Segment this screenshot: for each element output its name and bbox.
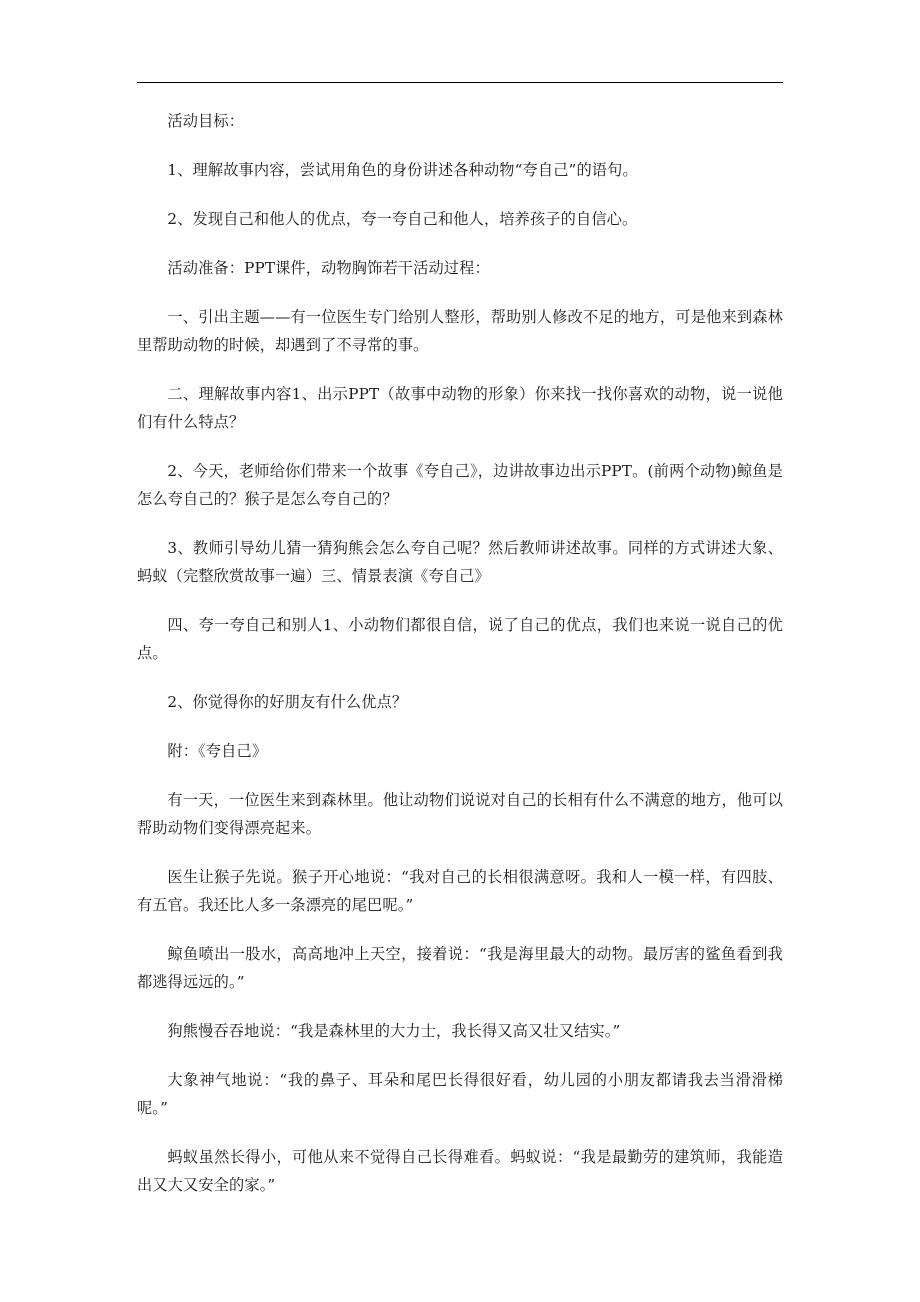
paragraph-step-4: 四、夸一夸自己和别人1、小动物们都很自信，说了自己的优点，我们也来说一说自己的优点。 xyxy=(137,616,783,662)
paragraph-story-elephant: 大象神气地说：“我的鼻子、耳朵和尾巴长得很好看，幼儿园的小朋友都请我去当滑滑梯呢。” xyxy=(137,1071,783,1117)
paragraph-goal-1: 1、理解故事内容，尝试用角色的身份讲述各种动物“夸自己”的语句。 xyxy=(167,161,638,179)
paragraph-step-2-3: 3、教师引导幼儿猜一猜狗熊会怎么夸自己呢？然后教师讲述故事。同样的方式讲述大象、蚂蚁（完整欣赏故事一遍）三、情景表演《夸自己》 xyxy=(137,539,783,585)
paragraph-step-2: 二、理解故事内容1、出示PPT（故事中动物的形象）你来找一找你喜欢的动物，说一说他们有什么特点？ xyxy=(137,385,783,431)
paragraph-preparation: 活动准备：PPT课件，动物胸饰若干活动过程： xyxy=(167,259,490,277)
paragraph-story-intro: 有一天，一位医生来到森林里。他让动物们说说对自己的长相有什么不满意的地方，他可以帮助动物们变得漂亮起来。 xyxy=(137,791,783,837)
paragraph-appendix-title: 附：《夸自己》 xyxy=(167,742,268,760)
paragraph-activity-goals: 活动目标： xyxy=(167,112,245,130)
paragraph-step-1: 一、引出主题——有一位医生专门给别人整形，帮助别人修改不足的地方，可是他来到森林里帮助动物的时候，却遇到了不寻常的事。 xyxy=(137,308,783,354)
document-body xyxy=(137,107,783,1199)
paragraph-story-monkey: 医生让猴子先说。猴子开心地说：“我对自己的长相很满意呀。我和人一模一样，有四肢、有五官。我还比人多一条漂亮的尾巴呢。” xyxy=(137,868,783,914)
paragraph-story-bear: 狗熊慢吞吞地说：“我是森林里的大力士，我长得又高又壮又结实。” xyxy=(167,1022,621,1040)
paragraph-story-whale: 鲸鱼喷出一股水，高高地冲上天空，接着说：“我是海里最大的动物。最厉害的鲨鱼看到我都逃得远远的。” xyxy=(137,945,783,991)
header-rule xyxy=(137,82,783,83)
paragraph-goal-2: 2、发现自己和他人的优点，夸一夸自己和他人，培养孩子的自信心。 xyxy=(167,210,638,228)
paragraph-step-2-2: 2、今天，老师给你们带来一个故事《夸自己》，边讲故事边出示PPT。(前两个动物)鲸鱼是怎么夸自己的？猴子是怎么夸自己的？ xyxy=(137,462,783,508)
paragraph-step-4-2: 2、你觉得你的好朋友有什么优点？ xyxy=(167,693,408,711)
paragraph-story-ant: 蚂蚁虽然长得小，可他从来不觉得自己长得难看。蚂蚁说：“我是最勤劳的建筑师，我能造出又大又安全的家。” xyxy=(137,1148,783,1194)
